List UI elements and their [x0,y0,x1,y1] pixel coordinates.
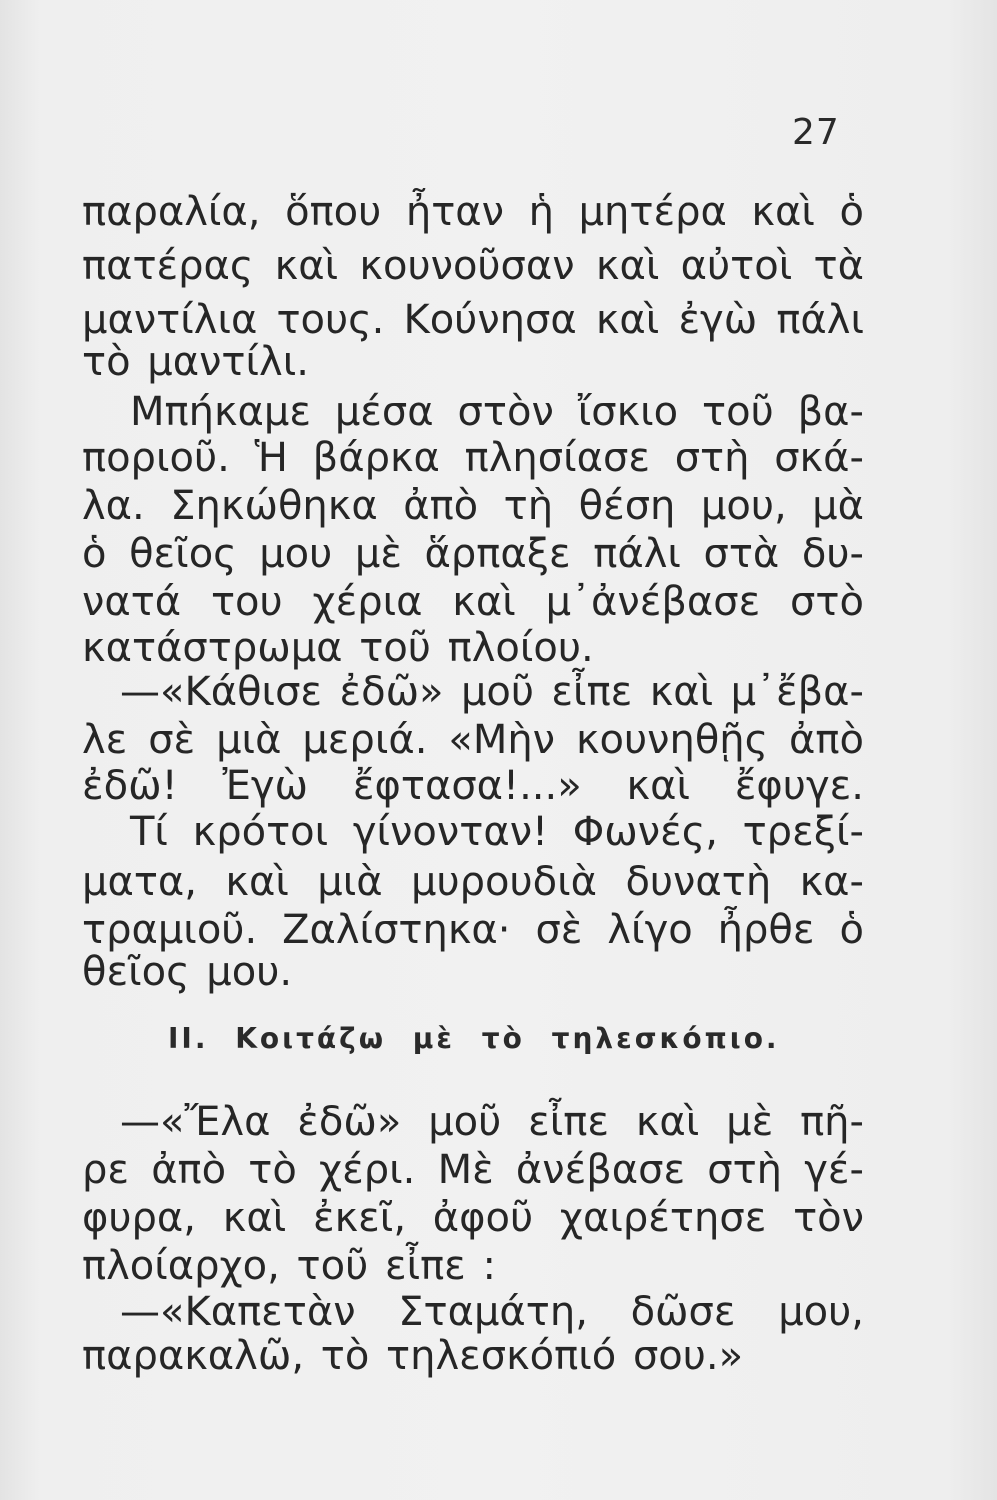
text-line: πατέρας καὶ κουνοῦσαν καὶ αὐτοὶ τὰ [82,243,864,289]
text-line: —«Καπετὰν Σταμάτη, δῶσε μου, [120,1289,864,1335]
text-line: ὁ θεῖος μου μὲ ἅρπαξε πάλι στὰ δυ- [82,531,864,577]
text-line: κατάστρωμα τοῦ πλοίου. [82,625,594,671]
text-line: ματα, καὶ μιὰ μυρουδιὰ δυνατὴ κα- [82,859,864,905]
text-line: νατά του χέρια καὶ μ᾿ἀνέβασε στὸ [82,579,864,625]
text-line: Μπήκαμε μέσα στὸν ἴσκιο τοῦ βα- [130,389,864,435]
text-line: ἐδῶ! Ἐγὼ ἔφτασα!...» καὶ ἔφυγε. [82,763,864,809]
text-line: λα. Σηκώθηκα ἀπὸ τὴ θέση μου, μὰ [82,483,864,529]
section-heading: ΙΙ. Κοιτάζω μὲ τὸ τηλεσκόπιο. [168,1022,780,1055]
text-line: τὸ μαντίλι. [82,339,309,385]
text-line: ποριοῦ. Ἡ βάρκα πλησίασε στὴ σκά- [82,435,864,481]
text-line: μαντίλια τους. Κούνησα καὶ ἐγὼ πάλι [82,297,864,343]
text-line: παρακαλῶ, τὸ τηλεσκόπιό σου.» [82,1333,744,1379]
text-line: λε σὲ μιὰ μεριά. «Μὴν κουνηθῇς ἀπὸ [82,717,864,763]
text-line: —«Κάθισε ἐδῶ» μοῦ εἶπε καὶ μ᾿ἔβα- [120,669,864,715]
text-line: —«Ἔλα ἐδῶ» μοῦ εἶπε καὶ μὲ πῆ- [120,1099,864,1145]
text-line: πλοίαρχο, τοῦ εἶπε : [82,1243,496,1289]
text-line: φυρα, καὶ ἐκεῖ, ἀφοῦ χαιρέτησε τὸν [82,1195,864,1241]
page-number: 27 [792,112,840,153]
text-line: τραμιοῦ. Ζαλίστηκα· σὲ λίγο ἦρθε ὁ [82,907,864,953]
text-line: Τί κρότοι γίνονταν! Φωνές, τρεξί- [130,809,864,855]
text-line: παραλία, ὅπου ἦταν ἡ μητέρα καὶ ὁ [82,189,864,235]
text-line: ρε ἀπὸ τὸ χέρι. Μὲ ἀνέβασε στὴ γέ- [82,1147,864,1193]
text-line: θεῖος μου. [82,949,293,995]
